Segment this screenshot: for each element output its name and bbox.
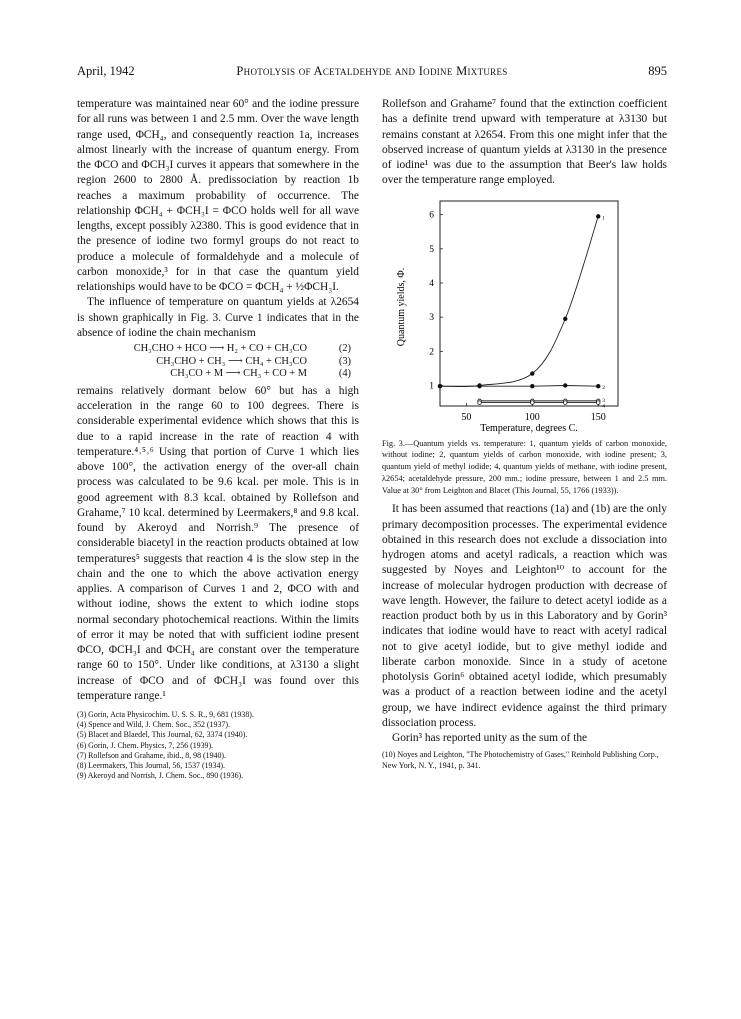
equation-row (77, 356, 359, 369)
data-point (596, 383, 600, 387)
footnote: (4) Spence and Wild, J. Chem. Soc., 352 (1937). (77, 720, 230, 730)
footnote: (9) Akeroyd and Norrish, J. Chem. Soc., 890 (1936). (77, 771, 244, 781)
x-tick-label: 150 (590, 411, 606, 423)
data-point (478, 400, 482, 404)
paragraph: Gorin³ has reported unity as the sum of the (392, 732, 588, 745)
series-label: 4 (602, 403, 605, 410)
page-number: 895 (648, 64, 667, 78)
footnote: (8) Leermakers, This Journal, 56, 1537 (1934). (77, 761, 225, 771)
series-line-1 (440, 216, 598, 386)
equation-number: (2) (338, 343, 351, 354)
data-point (596, 214, 600, 218)
footnote: (10) Noyes and Leighton, "The Photochemistry of Gases," Reinhold Publishing Corp., New York, N. Y., 1941, p. 341. (382, 750, 659, 771)
equation: CH₃CHO + CH₃ ⟶ CH₄ + CH₃CO (156, 355, 307, 367)
x-tick-label: 100 (524, 411, 540, 423)
data-point (530, 400, 534, 404)
header-title: Photolysis of Acetaldehyde and Iodine Mixtures (236, 64, 508, 78)
series-label: 2 (602, 384, 605, 391)
data-point (530, 371, 534, 375)
data-point (563, 400, 567, 404)
footnote: (7) Rollefson and Grahame, ibid., 8, 98 (1940). (77, 750, 227, 760)
y-tick-label: 4 (429, 278, 434, 289)
plot-frame (440, 201, 618, 406)
data-point (530, 383, 534, 387)
data-point (596, 400, 600, 404)
equation: CH₃CHO + HCO ⟶ H₂ + CO + CH₃CO (133, 343, 307, 354)
figure-3 (382, 189, 667, 434)
paragraph: Rollefson and Grahame⁷ found that the extinction coefficient has a definite trend upward with temperature at λ3130 but remains constant at λ2654. From this one might infer that the observed increase of quantum yields at λ3130 in the presence of iodine¹ was due to the assumption that Beer's law holds over the temperature range employed. (382, 98, 667, 187)
equation-number: (4) (338, 368, 351, 380)
quantum-yield-chart (382, 189, 667, 434)
equation-block (77, 343, 359, 381)
data-point (563, 383, 567, 387)
series-label: 1 (602, 214, 605, 221)
right-column (382, 97, 667, 772)
equation-row (77, 368, 359, 381)
series-line-2 (440, 385, 598, 386)
header-date: April, 1942 (77, 64, 135, 78)
y-tick-label: 3 (429, 312, 434, 323)
footnotes (77, 710, 359, 781)
y-tick-label: 1 (429, 381, 434, 391)
figure-caption: Fig. 3.—Quantum yields vs. temperature: 1, quantum yields of carbon monoxide, without iodine; 2, quantum yields of carbon monoxide, with iodine present; 3, quantum yield of methyl iodide; 4, quantum yields of methane, with iodine present, λ2654; acetaldehyde pressure, 200 mm.; iodine pressure, between 1 and 2.5 mm. Value at 30° from Leighton and Blacet (This Journal, 55, 1766 (1933)). (382, 438, 667, 495)
footnote: (5) Blacet and Blaedel, This Journal, 62, 3374 (1940). (77, 730, 248, 740)
data-point (563, 316, 567, 320)
paragraph: remains relatively dormant below 60° but has a high acceleration in the range 60 to 100 degrees. There is considerable experimental evidence which shows that this is due to a rapid increase in the rate of reaction 4 with temperature.⁴˒⁵˒⁶ Using that portion of Curve 1 which lies above 100°, the activation energy of the over-all chain process was calculated to be 9.6 kcal. per mole. This is in good agreement with 8.3 kcal. obtained by Rollefson and Grahame,⁷ 10 kcal. determined by Leermakers,⁸ and 9.8 kcal. found by Akeroyd and Norrish.⁹ The presence of considerable biacetyl in the reaction products obtained at low temperatures⁵ suggests that reaction 4 is the slow step in the chain and the one to which the above activation energy applies. A comparison of Curves 1 and 2, ΦCO with and without iodine, shows the extent to which iodine stops normal secondary photochemical reactions. Within the limits of error it may be noted that with sufficient iodine present ΦCO, ΦCH₃I and ΦCH₄ are constant over the temperature range 60 to 150°. Under like conditions, at λ3130 a slight increase of ΦCO and of ΦCH₃I was found over this temperature range.¹ (77, 384, 359, 702)
y-tick-label: 2 (429, 346, 434, 357)
data-point (477, 383, 481, 387)
x-axis-label: Temperature, degrees C. (480, 422, 578, 434)
y-tick-label: 6 (429, 210, 434, 221)
equation-row (77, 343, 359, 356)
left-column (77, 97, 359, 781)
x-tick-label: 50 (461, 411, 472, 423)
series-label: 3 (602, 397, 605, 404)
y-axis-label: Quantum yields, Φ. (396, 267, 407, 346)
paragraph: temperature was maintained near 60° and the iodine pressure for all runs was between 1 and 2.5 mm. Over the wave length range used, ΦCH₄, and consequently reaction 1a, increases almost linearly with the increase of quantum energy. From the ΦCO and ΦCH₃I curves it appears that somewhere in the region 2600 to 2800 Å. predissociation by reaction 1b reaches a maximum probability of occurrence. The relationship ΦCH₄ + ΦCH₃I = ΦCO holds well for all wave lengths, except possibly λ2380. This is good evidence that in the presence of iodine two formyl groups do not react to produce a molecule of formaldehyde and a molecule of carbon monoxide,³ for in that case the quantum yield relationships would have to be ΦCO = ΦCH₄ + ½ΦCH₃I. (77, 98, 359, 293)
data-point (438, 383, 442, 387)
footnote: (3) Gorin, Acta Physicochim. U. S. S. R., 9, 681 (1938). (77, 710, 254, 720)
equation: CH₃CO + M ⟶ CH₃ + CO + M (170, 368, 307, 380)
footnote: (6) Gorin, J. Chem. Physics, 7, 256 (1939). (77, 740, 214, 750)
equation-number: (3) (338, 355, 351, 367)
running-header (77, 64, 667, 80)
paragraph: The influence of temperature on quantum yields at λ2654 is shown graphically in Fig. 3. Curve 1 indicates that in the absence of iodine the chain mechanism (77, 296, 359, 339)
paragraph: It has been assumed that reactions (1a) and (1b) are the only primary decomposition processes. The experimental evidence obtained in this research does not exclude a dissociation into hydrogen atoms and acetyl radicals, a reaction which was suggested by Noyes and Leighton¹⁰ to account for the increase of molecular hydrogen production with decrease of wave length. However, the failure to detect acetyl iodide as a reaction product both by us in this Laboratory and by Gorin³ indicates that iodine would have to react with acetyl radical not to give acetyl iodide, but to give methyl iodide and liberate carbon monoxide. Since in a study of acetone photolysis Gorin⁶ obtained acetyl iodide, which presumably was a product of a reaction between iodine and the acetyl group, we have indirect evidence against the third primary dissociation process. (382, 503, 667, 729)
y-tick-label: 5 (429, 244, 434, 255)
